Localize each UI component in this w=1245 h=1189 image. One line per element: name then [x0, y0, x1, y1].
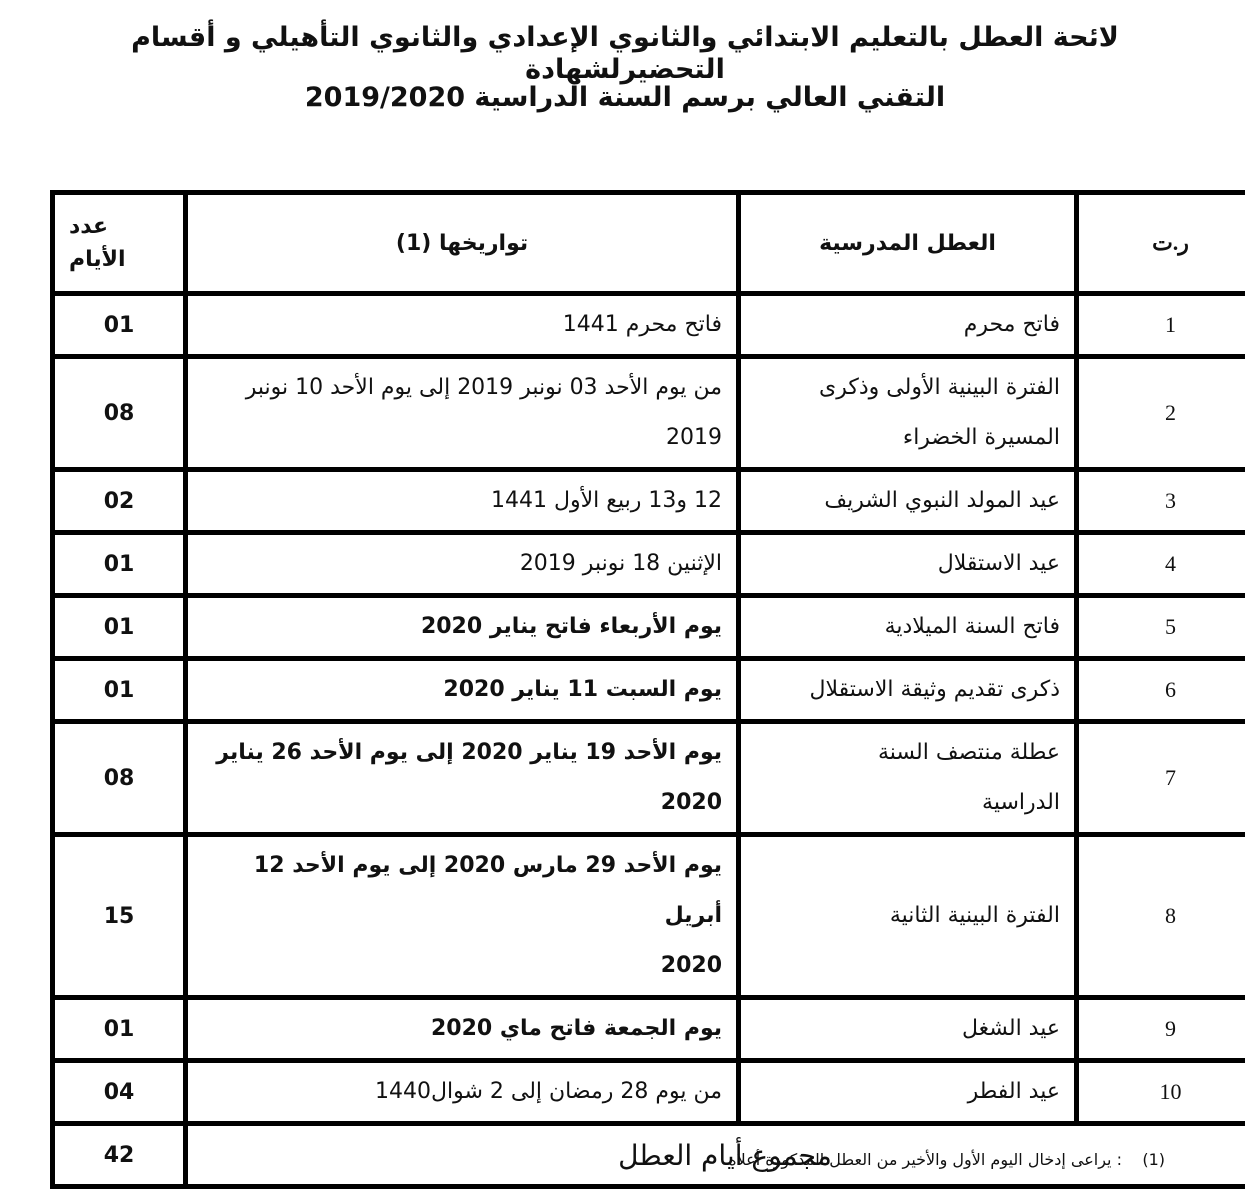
cell-line: 2020 — [660, 790, 722, 815]
cell-line: يوم الأربعاء فاتح يناير 2020 — [420, 614, 722, 639]
days-count: 02 — [55, 472, 183, 530]
cell-line: عيد الفطر — [967, 1079, 1060, 1104]
row-number: 7 — [1079, 724, 1245, 832]
holiday-name — [741, 472, 1074, 530]
cell-line: من يوم الأحد 03 نونبر 2019 إلى يوم الأحد 10 نونبر — [245, 375, 722, 400]
row-number: 9 — [1079, 1000, 1245, 1058]
cell-line: فاتح محرم 1441 — [562, 312, 722, 337]
days-count: 01 — [55, 598, 183, 656]
header-dates: تواريخها (1) — [188, 195, 736, 291]
row-number: 1 — [1079, 296, 1245, 354]
header-holiday: العطل المدرسية — [741, 195, 1074, 291]
holiday-dates — [188, 661, 736, 719]
row-number: 6 — [1079, 661, 1245, 719]
cell-line: يوم الجمعة فاتح ماي 2020 — [430, 1016, 722, 1041]
days-count: 15 — [55, 837, 183, 995]
cell-line: يوم الأحد 29 مارس 2020 إلى يوم الأحد 12 أبريل — [253, 853, 722, 928]
cell-line: الدراسية — [982, 790, 1060, 815]
days-count: 04 — [55, 1063, 183, 1121]
document-title-line-2: التقني العالي برسم السنة الدراسية 2019/2020 — [304, 82, 946, 113]
total-days: 42 — [55, 1126, 183, 1184]
cell-line: عطلة منتصف السنة — [877, 740, 1060, 765]
holiday-dates — [188, 535, 736, 593]
holiday-dates — [188, 359, 736, 467]
cell-line: عيد المولد النبوي الشريف — [824, 488, 1060, 513]
holiday-name — [741, 837, 1074, 995]
days-count: 01 — [55, 296, 183, 354]
table-row — [55, 724, 1245, 832]
table-row — [55, 359, 1245, 467]
holiday-name — [741, 598, 1074, 656]
header-row — [55, 195, 1245, 291]
cell-line: 12 و13 ربيع الأول 1441 — [491, 488, 722, 513]
days-count: 08 — [55, 359, 183, 467]
table-row — [55, 296, 1245, 354]
cell-line: الإثنين 18 نونبر 2019 — [519, 551, 722, 576]
row-number: 2 — [1079, 359, 1245, 467]
table-row — [55, 472, 1245, 530]
cell-line: من يوم 28 رمضان إلى 2 شوال1440 — [374, 1079, 722, 1104]
holiday-name — [741, 1000, 1074, 1058]
days-count: 08 — [55, 724, 183, 832]
header-days — [55, 195, 183, 291]
days-count: 01 — [55, 661, 183, 719]
holiday-name — [741, 724, 1074, 832]
cell-line: ذكرى تقديم وثيقة الاستقلال — [809, 677, 1060, 702]
days-count: 01 — [55, 1000, 183, 1058]
cell-line: يوم السبت 11 يناير 2020 — [443, 677, 722, 702]
footnote-marker: (1) — [1142, 1150, 1165, 1169]
cell-line: يوم الأحد 19 يناير 2020 إلى يوم الأحد 26 يناير — [216, 740, 722, 765]
row-number: 3 — [1079, 472, 1245, 530]
holiday-dates — [188, 598, 736, 656]
cell-line: المسيرة الخضراء — [902, 425, 1060, 450]
footnote-text: : يراعى إدخال اليوم الأول والأخير من العطل المذكورة أعلاه. — [723, 1150, 1122, 1169]
holiday-name — [741, 1063, 1074, 1121]
holiday-dates — [188, 724, 736, 832]
cell-line: فاتح السنة الميلادية — [884, 614, 1060, 639]
cell-line: فاتح محرم — [963, 312, 1060, 337]
header-days-line1: عدد — [69, 214, 109, 239]
cell-line: عيد الاستقلال — [937, 551, 1060, 576]
holiday-dates — [188, 472, 736, 530]
holiday-name — [741, 661, 1074, 719]
cell-line: الفترة البينية الأولى وذكرى — [819, 375, 1060, 400]
cell-line: 2020 — [660, 953, 722, 978]
table-row — [55, 1000, 1245, 1058]
table-row — [55, 661, 1245, 719]
footnote — [723, 1150, 1165, 1169]
holiday-table — [50, 190, 1245, 1189]
holiday-dates — [188, 1000, 736, 1058]
cell-line: 2019 — [666, 425, 722, 450]
table-row — [55, 1063, 1245, 1121]
table-row — [55, 535, 1245, 593]
header-number: ر.ت — [1079, 195, 1245, 291]
table-row — [55, 837, 1245, 995]
holiday-name — [741, 296, 1074, 354]
holiday-dates — [188, 837, 736, 995]
row-number: 5 — [1079, 598, 1245, 656]
holiday-name — [741, 535, 1074, 593]
cell-line: الفترة البينية الثانية — [889, 903, 1060, 928]
holiday-name — [741, 359, 1074, 467]
document-title-line-1: لائحة العطل بالتعليم الابتدائي والثانوي الإعدادي والثانوي التأهيلي و أقسام التحضيرلشهادة — [131, 22, 1119, 86]
row-number: 4 — [1079, 535, 1245, 593]
row-number: 8 — [1079, 837, 1245, 995]
cell-line: عيد الشغل — [961, 1016, 1060, 1041]
holiday-dates — [188, 296, 736, 354]
total-label: مجموع أيام العطل — [188, 1126, 1245, 1184]
row-number: 10 — [1079, 1063, 1245, 1121]
days-count: 01 — [55, 535, 183, 593]
holiday-dates — [188, 1063, 736, 1121]
table-row — [55, 598, 1245, 656]
header-days-line2: الأيام — [69, 247, 126, 272]
